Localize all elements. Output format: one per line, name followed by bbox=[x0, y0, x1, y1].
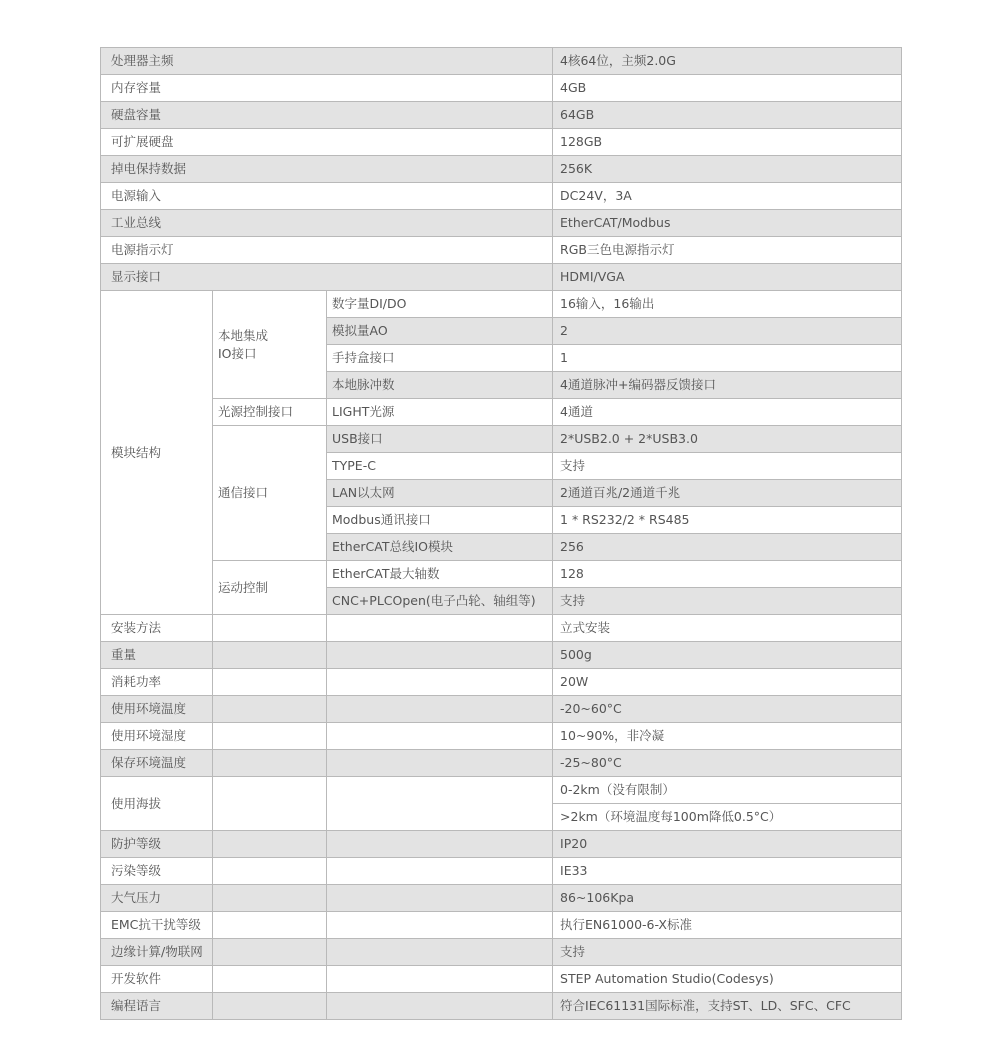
spec-value: 4GB bbox=[553, 75, 902, 102]
spec-label: 内存容量 bbox=[101, 75, 553, 102]
item-value: 2通道百兆/2通道千兆 bbox=[553, 480, 902, 507]
item-name: USB接口 bbox=[327, 426, 553, 453]
spec-label: 消耗功率 bbox=[101, 669, 213, 696]
item-name: 手持盒接口 bbox=[327, 345, 553, 372]
spec-value: 64GB bbox=[553, 102, 902, 129]
spec-label: 处理器主频 bbox=[101, 48, 553, 75]
spec-value: 立式安装 bbox=[553, 615, 902, 642]
table-row bbox=[101, 615, 902, 642]
spec-value: EtherCAT/Modbus bbox=[553, 210, 902, 237]
spec-label: 电源输入 bbox=[101, 183, 553, 210]
item-value: 4通道 bbox=[553, 399, 902, 426]
item-name: Modbus通讯接口 bbox=[327, 507, 553, 534]
altitude-value-2: >2km（环境温度每100m降低0.5°C） bbox=[553, 804, 902, 831]
spec-table bbox=[100, 47, 902, 1020]
item-name: LAN以太网 bbox=[327, 480, 553, 507]
spec-value: -20~60°C bbox=[553, 696, 902, 723]
spec-label: 污染等级 bbox=[101, 858, 213, 885]
altitude-value-1: 0-2km（没有限制） bbox=[553, 777, 902, 804]
item-value: 1 bbox=[553, 345, 902, 372]
spec-label: 工业总线 bbox=[101, 210, 553, 237]
spec-value: IE33 bbox=[553, 858, 902, 885]
item-value: 2*USB2.0 + 2*USB3.0 bbox=[553, 426, 902, 453]
item-name: TYPE-C bbox=[327, 453, 553, 480]
item-value: 支持 bbox=[553, 453, 902, 480]
comm-label: 通信接口 bbox=[213, 426, 327, 561]
item-value: 1 * RS232/2 * RS485 bbox=[553, 507, 902, 534]
table-row bbox=[101, 291, 902, 318]
spec-label: 使用环境温度 bbox=[101, 696, 213, 723]
table-row bbox=[101, 750, 902, 777]
item-name: EtherCAT最大轴数 bbox=[327, 561, 553, 588]
item-value: 128 bbox=[553, 561, 902, 588]
spec-value: 10~90%，非冷凝 bbox=[553, 723, 902, 750]
item-name: EtherCAT总线IO模块 bbox=[327, 534, 553, 561]
altitude-label: 使用海拔 bbox=[101, 777, 213, 831]
table-row bbox=[101, 966, 902, 993]
table-row bbox=[101, 939, 902, 966]
table-row bbox=[101, 696, 902, 723]
item-value: 256 bbox=[553, 534, 902, 561]
spec-value: IP20 bbox=[553, 831, 902, 858]
table-row bbox=[101, 777, 902, 804]
spec-label: 编程语言 bbox=[101, 993, 213, 1020]
spec-value: 4核64位，主频2.0G bbox=[553, 48, 902, 75]
item-name: 模拟量AO bbox=[327, 318, 553, 345]
table-row bbox=[101, 102, 902, 129]
table-row bbox=[101, 183, 902, 210]
spec-label: 显示接口 bbox=[101, 264, 553, 291]
spec-value: 128GB bbox=[553, 129, 902, 156]
spec-label: 安装方法 bbox=[101, 615, 213, 642]
table-row bbox=[101, 237, 902, 264]
table-row bbox=[101, 669, 902, 696]
table-row bbox=[101, 264, 902, 291]
table-row bbox=[101, 129, 902, 156]
table-row bbox=[101, 210, 902, 237]
spec-value: 500g bbox=[553, 642, 902, 669]
table-row bbox=[101, 426, 902, 453]
spec-value: 20W bbox=[553, 669, 902, 696]
item-name: 本地脉冲数 bbox=[327, 372, 553, 399]
table-row bbox=[101, 399, 902, 426]
table-row bbox=[101, 831, 902, 858]
spec-label: 开发软件 bbox=[101, 966, 213, 993]
spec-label: 边缘计算/物联网 bbox=[101, 939, 213, 966]
table-row bbox=[101, 642, 902, 669]
spec-value: DC24V，3A bbox=[553, 183, 902, 210]
spec-value: 符合IEC61131国际标准，支持ST、LD、SFC、CFC bbox=[553, 993, 902, 1020]
item-name: LIGHT光源 bbox=[327, 399, 553, 426]
spec-label: 防护等级 bbox=[101, 831, 213, 858]
spec-label: 保存环境温度 bbox=[101, 750, 213, 777]
table-row bbox=[101, 885, 902, 912]
spec-value: STEP Automation Studio(Codesys) bbox=[553, 966, 902, 993]
module-label: 模块结构 bbox=[101, 291, 213, 615]
spec-label: 使用环境湿度 bbox=[101, 723, 213, 750]
spec-label: EMC抗干扰等级 bbox=[101, 912, 213, 939]
item-value: 16输入，16输出 bbox=[553, 291, 902, 318]
table-row bbox=[101, 912, 902, 939]
table-row bbox=[101, 858, 902, 885]
table-row bbox=[101, 723, 902, 750]
spec-label: 电源指示灯 bbox=[101, 237, 553, 264]
item-name: CNC+PLCOpen(电子凸轮、轴组等) bbox=[327, 588, 553, 615]
motion-label: 运动控制 bbox=[213, 561, 327, 615]
table-row bbox=[101, 561, 902, 588]
spec-label: 硬盘容量 bbox=[101, 102, 553, 129]
spec-value: 执行EN61000-6-X标准 bbox=[553, 912, 902, 939]
local-io-label: 本地集成 IO接口 bbox=[213, 291, 327, 399]
table-row bbox=[101, 75, 902, 102]
table-row bbox=[101, 993, 902, 1020]
spec-value: 256K bbox=[553, 156, 902, 183]
spec-label: 重量 bbox=[101, 642, 213, 669]
light-label: 光源控制接口 bbox=[213, 399, 327, 426]
spec-label: 掉电保持数据 bbox=[101, 156, 553, 183]
spec-value: 86~106Kpa bbox=[553, 885, 902, 912]
table-row bbox=[101, 48, 902, 75]
spec-value: RGB三色电源指示灯 bbox=[553, 237, 902, 264]
item-value: 4通道脉冲+编码器反馈接口 bbox=[553, 372, 902, 399]
item-name: 数字量DI/DO bbox=[327, 291, 553, 318]
item-value: 支持 bbox=[553, 588, 902, 615]
spec-label: 大气压力 bbox=[101, 885, 213, 912]
spec-value: 支持 bbox=[553, 939, 902, 966]
table-row bbox=[101, 156, 902, 183]
item-value: 2 bbox=[553, 318, 902, 345]
spec-value: -25~80°C bbox=[553, 750, 902, 777]
spec-value: HDMI/VGA bbox=[553, 264, 902, 291]
spec-label: 可扩展硬盘 bbox=[101, 129, 553, 156]
